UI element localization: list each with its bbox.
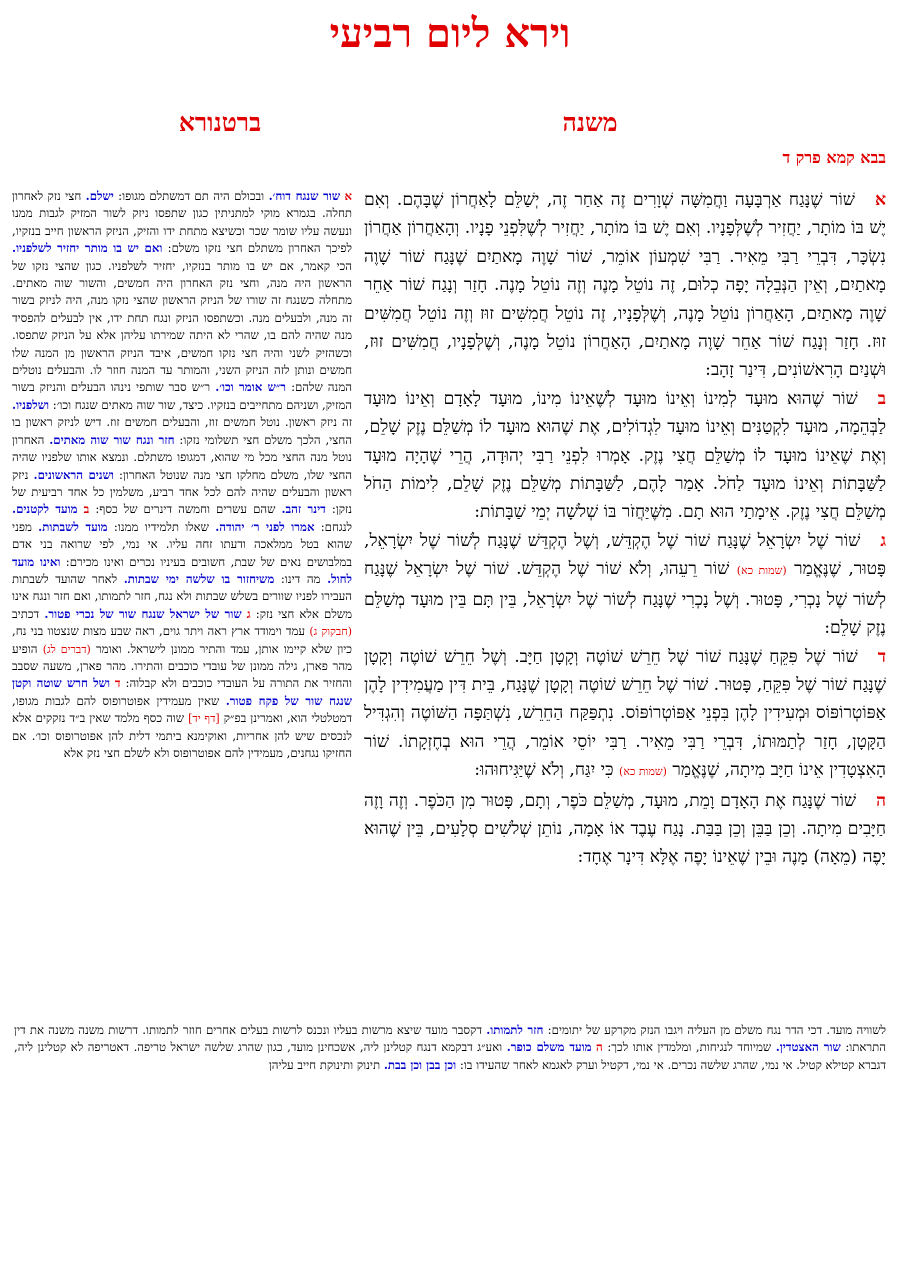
commentary-text: מה דינו:	[280, 571, 321, 586]
commentary-text: שאין מעמידין אפוטרופוס להם לגבות מגופו, דמטלטלי הוא, ואמרינן בפ״ק	[12, 693, 352, 726]
scripture-reference: (שמות כא)	[736, 564, 787, 578]
commentary-text: הופיע מהר פארן, גילה ממונן של עובדי כוכבים והתירו. מהר פארן, משעה שסבב והחזיר את התורה על העובדי כוכבים ולא קבלוה:	[12, 641, 353, 691]
mishnah-paragraph-5	[364, 787, 886, 872]
chapter-label: בבא קמא פרק ד	[782, 148, 886, 167]
commentary-text: ניזק ראשון והבעלים שהיה להם לכל אחד רביע, משלמין כל אחד רביעית של נזקן:	[12, 467, 353, 517]
mishnah-text-1: שׁוֹר שֶׁנָּגַח אַרְבָּעָה וַחֲמִשָּׁה שְׁוָרִים זֶה אַחַר זֶה, יְשַׁלֵּם לָאַחֲרוֹן שֶׁבָּהֶם. וְאִם יֶשׁ בּוֹ מוֹתָר, יַחֲזִיר לְשֶׁלְּפָנָיו. וְאִם יֶשׁ בּוֹ מוֹתָר, יַחֲזִיר לְשֶׁלִּפְנֵי פָנָיו. וְהָאַחֲרוֹן אַחֲרוֹן נִשְׂכָּר, דִּבְרֵי רַבִּי מֵאִיר. רַבִּי שִׁמְעוֹן אוֹמֵר, שׁוֹר שָׁוֶה מָאתַיִם שֶׁנָּגַח שׁוֹר שָׁוֶה מָאתַיִם, וְאֵין הַנְּבֵלָה יָפָה כְלוּם, זֶה נוֹטֵל מָנֶה וְזֶה נוֹטֵל מָנֶה. חָזַר וְנָגַח שׁוֹר אַחֵר שָׁוֶה מָאתַיִם, הָאַחֲרוֹן נוֹטֵל מָנֶה, וְשֶׁלְּפָנָיו, זֶה נוֹטֵל חֲמִשִּׁים זוּז וְזֶה נוֹטֵל חֲמִשִּׁים זוּז. חָזַר וְנָגַח שׁוֹר אַחֵר שָׁוֶה מָאתַיִם, הָאַחֲרוֹן נוֹטֵל מָנֶה, וְשֶׁלְּפָנָיו, חֲמִשִּׁים זוּז, וּשְׁנַיִם הָרִאשׁוֹנִים, דִּינַר זָהָב:	[364, 190, 886, 381]
commentary-keyword: שור שנגח דוח׳.	[268, 189, 341, 203]
commentary-keyword: דינר זהב.	[281, 502, 326, 517]
commentary-keyword: ושל חרש שוטה וקטן שנגח שור של פקח פטור.	[12, 676, 353, 708]
commentary-text: שמיוחד לנגיחות, ומלמדין אותו לכך:	[607, 1040, 772, 1055]
commentary-keyword: חזר לתמותו.	[486, 1023, 544, 1037]
mishnah-letter-4: ד	[877, 646, 886, 667]
commentary-text: ואע״ג דבקמא דנגח קטלינן ליה, אשכחינן מועד, כגון שהרג שלשה ישראל טריפה. דאטריפה לא קטלינן ליה, דגברא קטילא קטיל. אי נמי, שהרג שלשה נכרים. אי נמי, דקטיל וערק לאגמא לאחר שהעידו בו:	[14, 1040, 886, 1072]
mishnah-paragraph-2	[364, 385, 886, 527]
mishnah-paragraph-4	[364, 643, 886, 787]
mishnah-paragraph-3	[364, 527, 886, 643]
bartenura-heading: ברטנורא	[178, 108, 262, 137]
commentary-text: ובכולם היה תם דמשתלם מגופו:	[118, 189, 265, 203]
commentary-keyword: מועד לשבתות.	[38, 519, 108, 534]
commentary-keyword: ישלם.	[85, 189, 114, 203]
mishnah-letter-5: ה	[876, 790, 886, 811]
commentary-reference: (חבקוק ג)	[309, 625, 353, 639]
commentary-text: עמד וימודד ארץ ראה ויתר גוים, ראה שבע מצות שנצטוו בני נח, כיון שלא קיימו אותן, עמד והתיר ממונן לישראל. ואומר	[12, 624, 353, 656]
commentary-keyword: ושלפניו.	[12, 397, 50, 412]
mishnah-letter-3: ג	[880, 530, 886, 551]
commentary-text: שאלו תלמידיו ממנו:	[113, 519, 209, 534]
commentary-text: לשוויה מועד. דכי הדר נגח משלם מן העליה ויגבו הנזק מקרקע של יתומים:	[547, 1023, 886, 1037]
mishnah-letter-2: ב	[877, 388, 886, 409]
commentary-text: לנגחם:	[320, 519, 353, 534]
mishnah-text-3b: שׁוֹר רֵעֵהוּ, וְלֹא שׁוֹר שֶׁל הֶקְדֵּשׁ. שׁוֹר שֶׁל יִשְׂרָאֵל שֶׁנָּגַח לְשׁוֹר שֶׁל נָכְרִי, פָּטוּר. וְשֶׁל נָכְרִי שֶׁנָּגַח לְשׁוֹר שֶׁל יִשְׂרָאֵל, בֵּין תָּם בֵּין מוּעָד מְשַׁלֵּם נֶזֶק שָׁלֵם:	[364, 559, 886, 639]
commentary-keyword: ואם יש בו מותר יחזיר לשלפניו.	[12, 241, 163, 256]
mishnah-text-4b: כִּי יִגַּח, וְלֹא שֶׁיַּגִּיחוּהוּ:	[474, 760, 614, 781]
commentary-reference: (דברים לג)	[42, 642, 91, 656]
commentary-text: דכתיב	[12, 606, 40, 621]
commentary-text: הכי קאמר, אם יש בו מותר בנזקיו, יחזיר לשלפניו. כגון שהצי נזקו של הראשון היה מנה, וחצי נזק האחרון היה חמשים, והשור שוה מאתים. מתחלה כשנגח זה שורו של הניזק הראשון שהצי נזקו מנה, היה לניזק בשור זה מנה, ולבעלים מנה. וכשתפסו הניזק ונגח תחת ידו, אין לבעלים להפסיד מנה שהיה להם בו, שהרי לא היתה שמירתו עליהן אלא על הניזק שתפסו. וכשהזיק לשני והיה חצי נזקו חמשים, איבד הניזק הראשון מן המנה שלו חמשים ונותן לזה הניזק השני, והמותר עד המנה חוזר לו. והבעלים נוטלים המנה שלהם:	[12, 258, 352, 395]
mishnah-heading: משנה	[562, 108, 618, 137]
commentary-keyword: מועד לקטנים.	[12, 502, 78, 517]
commentary-text: חצי נזק לאחרון תחלה. בגמרא מוקי למתניתין כגון שתפסו ניזק לשור המזיק לגבות ממנו ונעשה עליו שומר שכר וכשיצא מתחת ידו והזיק, הניזק הראשון חייב בנזקיו, לפיכך האחרון משתלם חצי נזקו משלם:	[12, 189, 353, 256]
page-title: וירא ליום רביעי	[329, 10, 571, 57]
scripture-reference: (שמות כא)	[619, 765, 667, 779]
commentary-text: האחרון נוטל מנה החצי מכל מי שהוא, דמגופו משתלם. ונמצא אותו שלפניו שהיה החצי שלו, משלם מחלקו חצי מנה שנוטל האחרון:	[12, 432, 353, 482]
commentary-letter: ב	[83, 502, 90, 517]
commentary-keyword: שור של ישראל שנגח שור של נכרי פטור.	[44, 606, 242, 621]
mishnah-text-4a: שׁוֹר שֶׁל פִּקֵּחַ שֶׁנָּגַח שׁוֹר שֶׁל חֵרֵשׁ שׁוֹטֶה וְקָטָן חַיָּב. וְשֶׁל חֵרֵשׁ שׁוֹטֶה וְקָטָן שֶׁנָּגַח שׁוֹר שֶׁל פִּקֵּחַ, פָּטוּר. שׁוֹר שֶׁל חֵרֵשׁ שׁוֹטֶה וְקָטָן שֶׁנָּגַח, בֵּית דִּין מַעֲמִידִין לָהֶן אַפּוֹטְרוֹפּוֹס וּמְעִידִין לָהֶן בִּפְנֵי אַפּוֹטְרוֹפּוֹס. נִתְפַּקַּח הַחֵרֵשׁ, נִשְׁתַּפָּה הַשּׁוֹטֶה וְהִגְדִּיל הַקָּטָן, חָזַר לְתַמּוּתוֹ, דִּבְרֵי רַבִּי מֵאִיר. רַבִּי יוֹסֵי אוֹמֵר, הֲרֵי הוּא בְחֶזְקָתוֹ. שׁוֹר הָאִצְטָדִין אֵינוֹ חַיָּב מִיתָה, שֶׁנֶּאֱמַר	[364, 646, 886, 781]
commentary-text: תינוק ותינוקת חייב עליהן	[268, 1057, 381, 1072]
commentary-text: ר״ש סבר שותפי נינהו הבעלים והניזק בשור המזיק, ושניהם מתחייבים בנזקיו. כיצד, שור שוה מאתים שנגח וכו׳:	[12, 380, 352, 412]
commentary-text: שוה כסף מלמד שאין ב״ד נזקקים אלא לנכסים שיש להן אחריות, ואוקימנא ביתמי דלית להן אפוטרופוס וכו׳. אם החזיקו נגחנים, מעמידין להם אפוטרופוס ולא לשלם חצי נזק אלא	[12, 711, 352, 760]
mishnah-text-2: שׁוֹר שֶׁהוּא מוּעָד לְמִינוֹ וְאֵינוֹ מוּעָד לְשֶׁאֵינוֹ מִינוֹ, מוּעָד לָאָדָם וְאֵינוֹ מוּעָד לַבְּהֵמָה, מוּעָד לִקְטַנִּים וְאֵינוֹ מוּעָד לִגְדוֹלִים, אֶת שֶׁהוּא מוּעָד לוֹ מְשַׁלֵּם נֶזֶק שָׁלֵם, וְאֶת שֶׁאֵינוֹ מוּעָד לוֹ מְשַׁלֵּם חֲצִי נֶזֶק. אָמְרוּ לִפְנֵי רַבִּי יְהוּדָה, הֲרֵי שֶׁהָיָה מוּעָד לַשַּׁבָּתוֹת וְאֵינוֹ מוּעָד לַחֹל. אָמַר לָהֶם, לַשַּׁבָּתוֹת מְשַׁלֵּם נֶזֶק שָׁלֵם, לִימוֹת הַחֹל מְשַׁלֵּם חֲצִי נֶזֶק. אֵימָתַי הוּא תָם. מִשֶּׁיַּחֲזֹר בּוֹ שְׁלשָׁה יְמֵי שַׁבָּתוֹת:	[364, 388, 886, 523]
commentary-keyword: ר״ש אומר וכו׳.	[215, 380, 287, 395]
commentary-keyword: שור האצטדין.	[775, 1040, 841, 1055]
commentary-letter: א	[344, 189, 353, 203]
commentary-letter: ד	[114, 676, 121, 691]
commentary-keyword: וכן בבן וכן בבת.	[383, 1057, 457, 1072]
bartenura-column	[12, 188, 352, 762]
mishnah-text-3a: שׁוֹר שֶׁל יִשְׂרָאֵל שֶׁנָּגַח שׁוֹר שֶׁל הֶקְדֵּשׁ, וְשֶׁל הֶקְדֵּשׁ שֶׁנָּגַח לְשׁוֹר שֶׁל יִשְׂרָאֵל, פָּטוּר, שֶׁנֶּאֱמַר	[364, 530, 887, 580]
commentary-text: לאחר שהועד לשבתות העבירו לפניו שוורים בשלש שבתות ולא נגח, חזר לתמותו, ואם חזר ונגח אינו משלם אלא חצי נזק:	[12, 571, 353, 621]
commentary-keyword: ואינו מועד לחול.	[12, 554, 352, 586]
commentary-text: זה ניזק ראשון. נוטל חמשים זוז, והבעלים חמשים זוז. דיש לניזק ראשון בו החצי, הלכך משלם חצי תשלומי נזקו:	[12, 415, 352, 447]
mishnah-text-5: שׁוֹר שֶׁנָּגַח אֶת הָאָדָם וָמֵת, מוּעָד, מְשַׁלֵּם כֹּפֶר, וְתָם, פָּטוּר מִן הַכֹּפֶר. וְזֶה וָזֶה חַיָּבִים מִיתָה. וְכֵן בַּבֵּן וְכֵן בַּבַּת. נָגַח עֶבֶד אוֹ אָמָה, נוֹתֵן שְׁלשִׁים סְלָעִים, בֵּין שֶׁהוּא יָפֶה (מֵאָה) מָנֶה וּבֵין שֶׁאֵינוֹ יָפֶה אֶלָּא דִּינָר אֶחָד:	[364, 790, 886, 868]
commentary-keyword: משיחזור בו שלשה ימי שבתות.	[123, 571, 275, 586]
mishnah-paragraph-1	[364, 186, 886, 385]
commentary-text: דקסבר מועד שיצא מרשות בעליו ונכנס לרשות בעלים אחרים חוזר לתמותו. דרשות משנה משנה את דין התראתו:	[14, 1023, 886, 1055]
commentary-keyword: חזר ונגח שור שוה מאתים.	[49, 432, 175, 447]
commentary-keyword: ושנים הראשונים.	[33, 467, 114, 482]
commentary-text: מפני שהוא בטל ממלאכה ודעתו זחה עליו. אי נמי, לפי שרואה בני אדם במלבושים נאים של שבת, חשובים בעיניו נכרים ואינו מכירם:	[12, 519, 352, 569]
mishnah-column	[364, 186, 886, 872]
commentary-text: שהם עשרים וחמשה דינרים של כסף:	[95, 502, 276, 517]
commentary-reference: [דף יד]	[188, 712, 220, 726]
commentary-keyword: אמרו לפני ר׳ יהודה.	[215, 519, 315, 534]
mishnah-letter-1: א	[874, 190, 886, 210]
commentary-letter: ג	[246, 606, 251, 621]
commentary-keyword: מועד משלם כופר.	[506, 1040, 592, 1055]
commentary-continuation	[14, 1022, 886, 1074]
commentary-letter: ה	[596, 1040, 603, 1055]
